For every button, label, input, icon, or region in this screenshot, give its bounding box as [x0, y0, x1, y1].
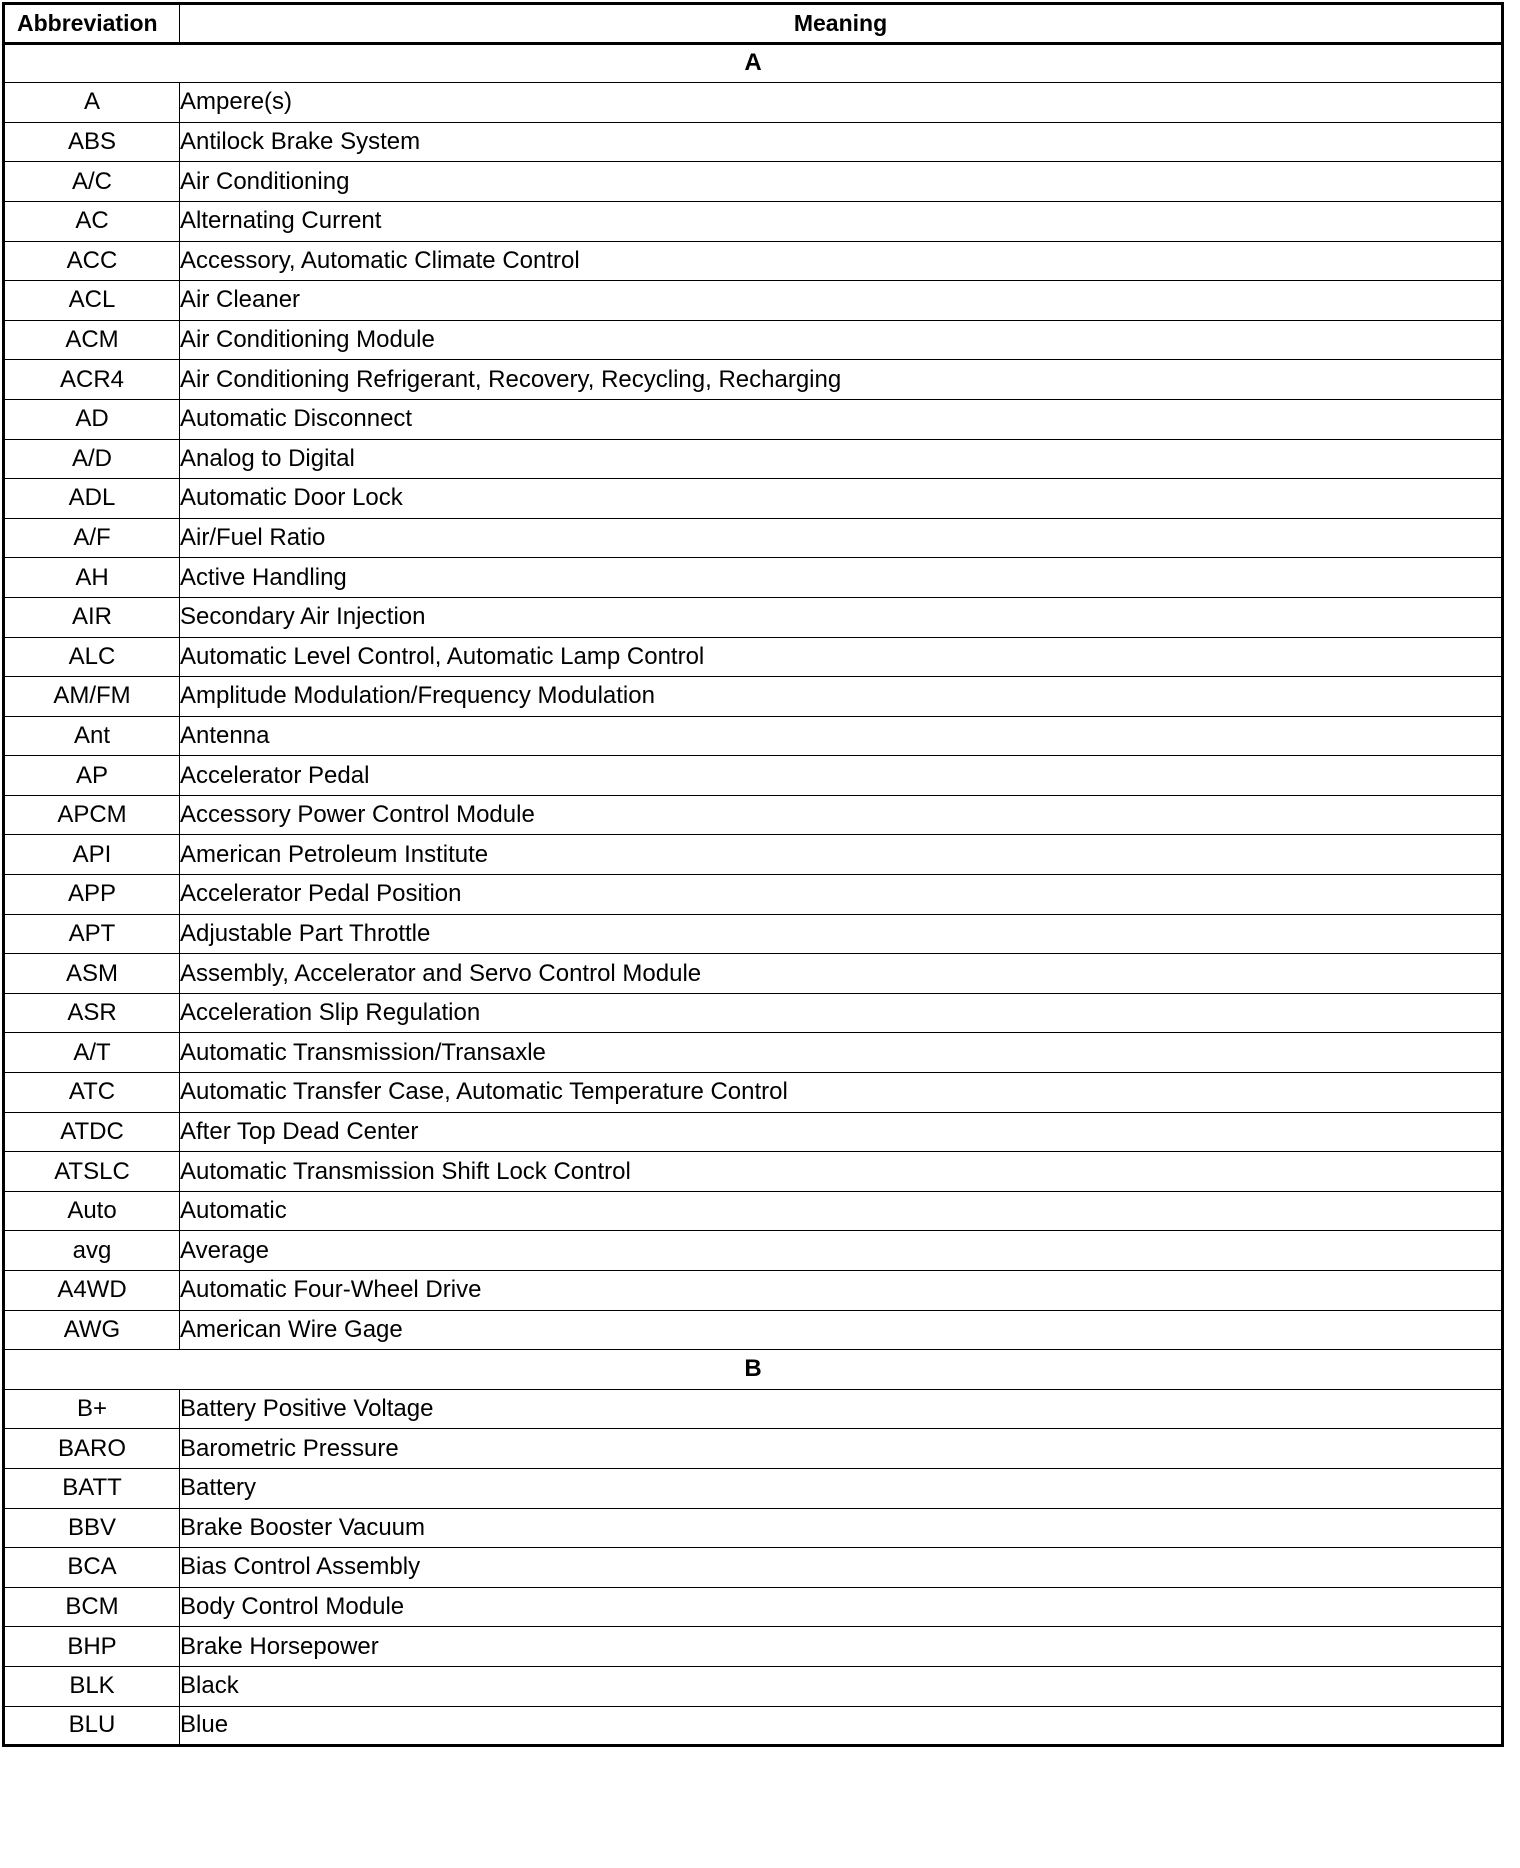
- meaning-column-header: Meaning: [180, 4, 1503, 44]
- abbreviation-cell: ABS: [4, 122, 180, 162]
- meaning-cell: Ampere(s): [180, 83, 1503, 123]
- abbreviation-cell: BBV: [4, 1508, 180, 1548]
- meaning-cell: Air Cleaner: [180, 281, 1503, 321]
- section-row: [4, 1350, 1503, 1390]
- table-row: [4, 201, 1503, 241]
- meaning-cell: Automatic Transmission Shift Lock Control: [180, 1152, 1503, 1192]
- abbreviation-cell: ACM: [4, 320, 180, 360]
- table-row: [4, 558, 1503, 598]
- table-row: [4, 1389, 1503, 1429]
- table-row: [4, 1033, 1503, 1073]
- meaning-cell: Air/Fuel Ratio: [180, 518, 1503, 558]
- meaning-cell: Blue: [180, 1706, 1503, 1746]
- table-row: [4, 993, 1503, 1033]
- meaning-cell: Accelerator Pedal: [180, 756, 1503, 796]
- abbreviation-cell: AP: [4, 756, 180, 796]
- abbreviation-cell: ATSLC: [4, 1152, 180, 1192]
- abbreviation-cell: BLU: [4, 1706, 180, 1746]
- abbreviation-cell: AWG: [4, 1310, 180, 1350]
- abbreviation-cell: ASM: [4, 954, 180, 994]
- abbreviation-cell: BCA: [4, 1548, 180, 1588]
- table-row: [4, 597, 1503, 637]
- meaning-cell: Average: [180, 1231, 1503, 1271]
- meaning-cell: Bias Control Assembly: [180, 1548, 1503, 1588]
- abbreviation-cell: Ant: [4, 716, 180, 756]
- table-row: [4, 1231, 1503, 1271]
- table-row: [4, 954, 1503, 994]
- abbreviation-cell: ADL: [4, 479, 180, 519]
- meaning-cell: Air Conditioning Refrigerant, Recovery, Recycling, Recharging: [180, 360, 1503, 400]
- meaning-cell: Automatic Level Control, Automatic Lamp Control: [180, 637, 1503, 677]
- meaning-cell: Secondary Air Injection: [180, 597, 1503, 637]
- meaning-cell: Air Conditioning Module: [180, 320, 1503, 360]
- abbreviation-cell: A/C: [4, 162, 180, 202]
- meaning-cell: Accessory Power Control Module: [180, 795, 1503, 835]
- table-row: [4, 439, 1503, 479]
- table-row: [4, 835, 1503, 875]
- table-row: [4, 479, 1503, 519]
- meaning-cell: American Petroleum Institute: [180, 835, 1503, 875]
- abbreviation-cell: BARO: [4, 1429, 180, 1469]
- abbreviation-cell: BCM: [4, 1587, 180, 1627]
- table-row: [4, 518, 1503, 558]
- meaning-cell: Amplitude Modulation/Frequency Modulation: [180, 677, 1503, 717]
- meaning-cell: Adjustable Part Throttle: [180, 914, 1503, 954]
- abbreviation-cell: AM/FM: [4, 677, 180, 717]
- abbreviation-cell: ATC: [4, 1073, 180, 1113]
- meaning-cell: Active Handling: [180, 558, 1503, 598]
- abbreviation-cell: avg: [4, 1231, 180, 1271]
- table-row: [4, 1548, 1503, 1588]
- meaning-cell: Body Control Module: [180, 1587, 1503, 1627]
- table-row: [4, 1706, 1503, 1746]
- abbreviation-cell: ACR4: [4, 360, 180, 400]
- meaning-cell: Battery: [180, 1468, 1503, 1508]
- meaning-cell: Automatic Disconnect: [180, 399, 1503, 439]
- abbreviation-cell: ATDC: [4, 1112, 180, 1152]
- abbreviation-cell: BHP: [4, 1627, 180, 1667]
- meaning-cell: Barometric Pressure: [180, 1429, 1503, 1469]
- abbreviation-cell: ACL: [4, 281, 180, 321]
- table-row: [4, 914, 1503, 954]
- meaning-cell: Automatic Transmission/Transaxle: [180, 1033, 1503, 1073]
- abbreviation-cell: A/F: [4, 518, 180, 558]
- table-row: [4, 281, 1503, 321]
- meaning-cell: Air Conditioning: [180, 162, 1503, 202]
- table-row: [4, 716, 1503, 756]
- table-row: [4, 1627, 1503, 1667]
- meaning-cell: American Wire Gage: [180, 1310, 1503, 1350]
- meaning-cell: Brake Horsepower: [180, 1627, 1503, 1667]
- abbreviation-cell: ALC: [4, 637, 180, 677]
- abbreviation-column-header: Abbreviation: [4, 4, 180, 44]
- section-heading: A: [4, 43, 1503, 83]
- table-row: [4, 795, 1503, 835]
- meaning-cell: Acceleration Slip Regulation: [180, 993, 1503, 1033]
- table-row: [4, 1587, 1503, 1627]
- abbreviation-cell: ASR: [4, 993, 180, 1033]
- table-row: [4, 1152, 1503, 1192]
- table-row: [4, 320, 1503, 360]
- abbreviation-table: [2, 2, 1504, 1747]
- abbreviation-cell: BLK: [4, 1666, 180, 1706]
- meaning-cell: Antilock Brake System: [180, 122, 1503, 162]
- meaning-cell: Accessory, Automatic Climate Control: [180, 241, 1503, 281]
- table-row: [4, 677, 1503, 717]
- meaning-cell: Black: [180, 1666, 1503, 1706]
- section-row: [4, 43, 1503, 83]
- abbreviation-cell: APP: [4, 875, 180, 915]
- abbreviation-cell: AC: [4, 201, 180, 241]
- table-row: [4, 241, 1503, 281]
- meaning-cell: Brake Booster Vacuum: [180, 1508, 1503, 1548]
- meaning-cell: Antenna: [180, 716, 1503, 756]
- meaning-cell: Automatic: [180, 1191, 1503, 1231]
- table-row: [4, 1271, 1503, 1311]
- meaning-cell: After Top Dead Center: [180, 1112, 1503, 1152]
- table-row: [4, 1666, 1503, 1706]
- abbreviation-cell: A/D: [4, 439, 180, 479]
- table-row: [4, 1468, 1503, 1508]
- table-body: [4, 43, 1503, 1746]
- abbreviation-cell: Auto: [4, 1191, 180, 1231]
- abbreviation-cell: AH: [4, 558, 180, 598]
- table-row: [4, 637, 1503, 677]
- table-row: [4, 1310, 1503, 1350]
- table-row: [4, 1191, 1503, 1231]
- table-row: [4, 1429, 1503, 1469]
- table-row: [4, 1112, 1503, 1152]
- meaning-cell: Alternating Current: [180, 201, 1503, 241]
- abbreviation-cell: B+: [4, 1389, 180, 1429]
- abbreviation-cell: A4WD: [4, 1271, 180, 1311]
- table-row: [4, 399, 1503, 439]
- meaning-cell: Assembly, Accelerator and Servo Control Module: [180, 954, 1503, 994]
- table-row: [4, 162, 1503, 202]
- meaning-cell: Automatic Door Lock: [180, 479, 1503, 519]
- meaning-cell: Automatic Four-Wheel Drive: [180, 1271, 1503, 1311]
- meaning-cell: Automatic Transfer Case, Automatic Temperature Control: [180, 1073, 1503, 1113]
- abbreviation-cell: ACC: [4, 241, 180, 281]
- abbreviation-cell: APCM: [4, 795, 180, 835]
- table-row: [4, 83, 1503, 123]
- section-heading: B: [4, 1350, 1503, 1390]
- meaning-cell: Accelerator Pedal Position: [180, 875, 1503, 915]
- meaning-cell: Analog to Digital: [180, 439, 1503, 479]
- table-row: [4, 360, 1503, 400]
- table-row: [4, 1073, 1503, 1113]
- table-row: [4, 122, 1503, 162]
- table-header: [4, 4, 1503, 44]
- table-row: [4, 875, 1503, 915]
- header-row: [4, 4, 1503, 44]
- meaning-cell: Battery Positive Voltage: [180, 1389, 1503, 1429]
- abbreviation-cell: BATT: [4, 1468, 180, 1508]
- abbreviation-cell: AIR: [4, 597, 180, 637]
- abbreviation-cell: A/T: [4, 1033, 180, 1073]
- abbreviation-cell: A: [4, 83, 180, 123]
- table-row: [4, 1508, 1503, 1548]
- abbreviation-cell: APT: [4, 914, 180, 954]
- table-row: [4, 756, 1503, 796]
- abbreviation-cell: API: [4, 835, 180, 875]
- abbreviation-cell: AD: [4, 399, 180, 439]
